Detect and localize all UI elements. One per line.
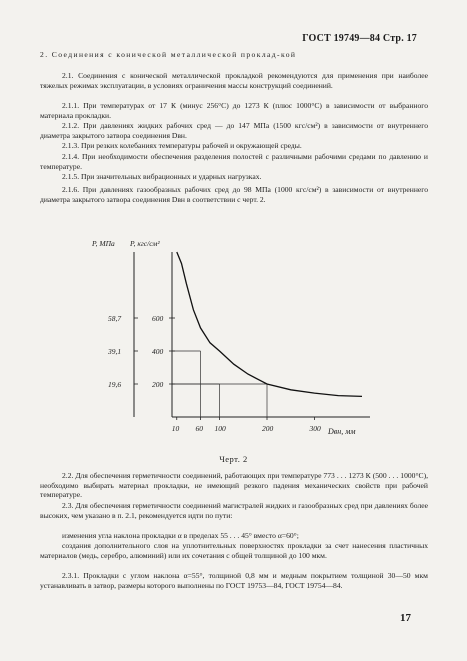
x-tick-label: 60 — [195, 424, 203, 433]
paragraph-2-1-1: 2.1.1. При температурах от 17 К (минус 256°С) до 1273 К (плюс 1000°С) в зависимости от выбранного материала прокладки. — [40, 101, 428, 120]
y-tick-label-mpa: 39,1 — [108, 347, 122, 356]
x-axis-label: Dвн, мм — [328, 427, 356, 436]
paragraph-2-1-6: 2.1.6. При давлениях газообразных рабочих сред до 98 МПа (1000 кгс/см²) в зависимости от внутреннего диаметра закрытого затвора соединения Dвн в соответствии с черт. 2. — [40, 185, 428, 204]
paragraph-2-3: 2.3. Для обеспечения герметичности соединений магистралей жидких и газообразных сред при давлениях более высоких, чем указано в п. 2.1, рекомендуется идти по пути: — [40, 501, 428, 520]
y-tick-label-kgf: 200 — [152, 380, 164, 389]
y-axis-label-kgf: P, кгс/см² — [130, 239, 160, 248]
paragraph-2-3-b: создания дополнительного слоя на уплотнительных поверхностях прокладки за счет нанесения пластичных материалов (медь, серебро, алюминий) или их сочетания с общей толщиной до 100 мкм. — [40, 541, 428, 560]
y-tick-label-kgf: 400 — [152, 347, 164, 356]
y-tick-label-mpa: 58,7 — [108, 314, 122, 323]
paragraph-2-1-5: 2.1.5. При значительных вибрационных и ударных нагрузках. — [62, 172, 262, 181]
pressure-curve — [177, 252, 362, 396]
page-header — [302, 33, 417, 44]
y-tick-label-mpa: 19,6 — [108, 380, 122, 389]
y-axis-label-mpa: P, МПа — [92, 239, 115, 248]
standard-number: ГОСТ 19749—84 — [302, 33, 381, 44]
paragraph-2-3-a: изменения угла наклона прокладки α в пределах 55 . . . 45° вместо α=60°; — [62, 531, 299, 540]
figure-caption: Черт. 2 — [219, 454, 248, 464]
pressure-diameter-chart — [90, 232, 380, 447]
page-label: Стр. 17 — [382, 33, 417, 44]
x-tick-label: 100 — [214, 424, 226, 433]
y-tick-label-kgf: 600 — [152, 314, 164, 323]
x-tick-label: 200 — [262, 424, 274, 433]
paragraph-2-1-3: 2.1.3. При резких колебаниях температуры рабочей и окружающей среды. — [62, 141, 302, 150]
paragraph-2-1-2: 2.1.2. При давлениях жидких рабочих сред — до 147 МПа (1500 кгс/см²) в зависимости от внутреннего диаметра закрытого затвора соединения Dвн. — [40, 121, 428, 140]
x-tick-label: 10 — [171, 424, 180, 433]
section-title: 2. Соединения с конической металлической проклад-кой — [40, 50, 297, 59]
paragraph-2-3-1: 2.3.1. Прокладки с углом наклона α=55°, толщиной 0,8 мм и медным покрытием толщиной 30—50 мкм устанавливать в затвор, размеры которого выполнены по ГОСТ 19753—84, ГОСТ 19754—84. — [40, 571, 428, 590]
x-tick-label: 300 — [309, 424, 321, 433]
page-number: 17 — [400, 612, 411, 624]
paragraph-2-2: 2.2. Для обеспечения герметичности соединений, работающих при температуре 773 . . . 1273 К (500 . . . 1000°С), необходимо выбирать материал прокладки, не имеющий резкого падения механических свойств при рабочей температуре. — [40, 471, 428, 500]
paragraph-2-1: 2.1. Соединения с конической металлической прокладкой рекомендуются для применения при наиболее тяжелых режимах эксплуатации, в условиях ограничения массы конструкций соединений. — [40, 71, 428, 90]
paragraph-2-1-4: 2.1.4. При необходимости обеспечения разделения полостей с различными рабочими средами по давлению и температуре. — [40, 152, 428, 171]
